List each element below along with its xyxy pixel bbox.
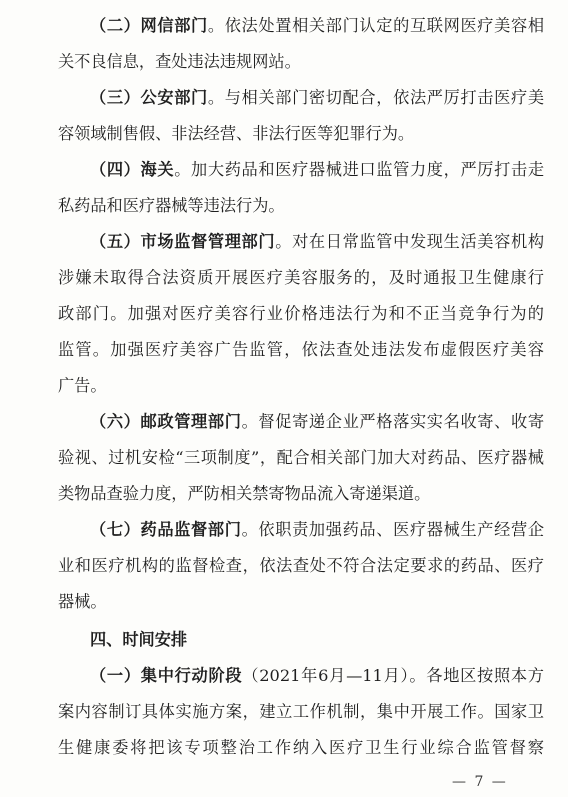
- line-text: 关不良信息，查处违法违规网站。: [58, 52, 301, 71]
- line-text: 。依职责加强药品、医疗器械生产经营企: [241, 520, 544, 539]
- line-text: 私药品和医疗器械等违法行为。: [58, 196, 285, 215]
- line-text: 。加大药品和医疗器械进口监管力度，严厉打击走: [174, 160, 544, 179]
- line-text: 涉嫌未取得合法资质开展医疗美容服务的，及时通报卫生健康行: [58, 268, 544, 287]
- section-label: （五）市场监督管理部门: [90, 232, 276, 251]
- paragraph-line: [90, 80, 544, 116]
- line-text: 。与相关部门密切配合，依法严厉打击医疗美: [207, 88, 544, 107]
- line-text: 。督促寄递企业严格落实实名收寄、收寄: [241, 412, 544, 431]
- line-text: 验视、过机安检“三项制度”，配合相关部门加大对药品、医疗器械: [58, 448, 544, 467]
- section-label: （七）药品监督部门: [90, 520, 242, 539]
- paragraph-line: [90, 658, 544, 694]
- paragraph-line: [58, 296, 544, 332]
- paragraph-line: [58, 440, 544, 476]
- line-text: 监管。加强医疗美容广告监管，依法查处违法发布虚假医疗美容: [58, 340, 544, 359]
- paragraph-line: [90, 224, 544, 260]
- paragraph-line: [90, 152, 544, 188]
- line-text: 容领域制售假、非法经营、非法行医等犯罪行为。: [58, 124, 415, 143]
- line-text: 业和医疗机构的监督检查，依法查处不符合法定要求的药品、医疗: [58, 556, 544, 575]
- paragraph-line: [90, 512, 544, 548]
- heading-text: 四、时间安排: [90, 630, 188, 649]
- paragraph-line: [58, 188, 544, 224]
- paragraph-line: [58, 694, 544, 730]
- paragraph-line: [58, 730, 544, 766]
- line-text: 广告。: [58, 376, 107, 395]
- line-text: 类物品查验力度，严防相关禁寄物品流入寄递渠道。: [58, 484, 431, 503]
- paragraph-line: [58, 260, 544, 296]
- paragraph-line: [58, 584, 544, 620]
- section-label: （二）网信部门: [90, 16, 208, 35]
- section-label: （四）海关: [90, 160, 175, 179]
- section-label: （一）集中行动阶段: [90, 666, 243, 685]
- line-text: 器械。: [58, 592, 107, 611]
- paragraph-line: [58, 368, 544, 404]
- line-text: 。依法处置相关部门认定的互联网医疗美容相: [207, 16, 544, 35]
- paragraph-line: [58, 548, 544, 584]
- paragraph-line: [58, 332, 544, 368]
- line-text: 生健康委将把该专项整治工作纳入医疗卫生行业综合监管督察: [58, 738, 544, 757]
- section-label: （三）公安部门: [90, 88, 208, 107]
- paragraph-line: [90, 404, 544, 440]
- line-text: 案内容制订具体实施方案，建立工作机制，集中开展工作。国家卫: [58, 702, 544, 721]
- paragraph-line: [58, 476, 544, 512]
- line-text: （2021年6月—11月）。各地区按照本方: [242, 666, 544, 685]
- section-label: （六）邮政管理部门: [90, 412, 242, 431]
- page-number: — 7 —: [452, 774, 508, 790]
- line-text: 。对在日常监管中发现生活美容机构: [275, 232, 544, 251]
- line-text: 政部门。加强对医疗美容行业价格违法行为和不正当竞争行为的: [58, 304, 544, 323]
- paragraph-line: [90, 8, 544, 44]
- paragraph-line: [58, 44, 544, 80]
- section-heading: [90, 622, 544, 658]
- paragraph-line: [58, 116, 544, 152]
